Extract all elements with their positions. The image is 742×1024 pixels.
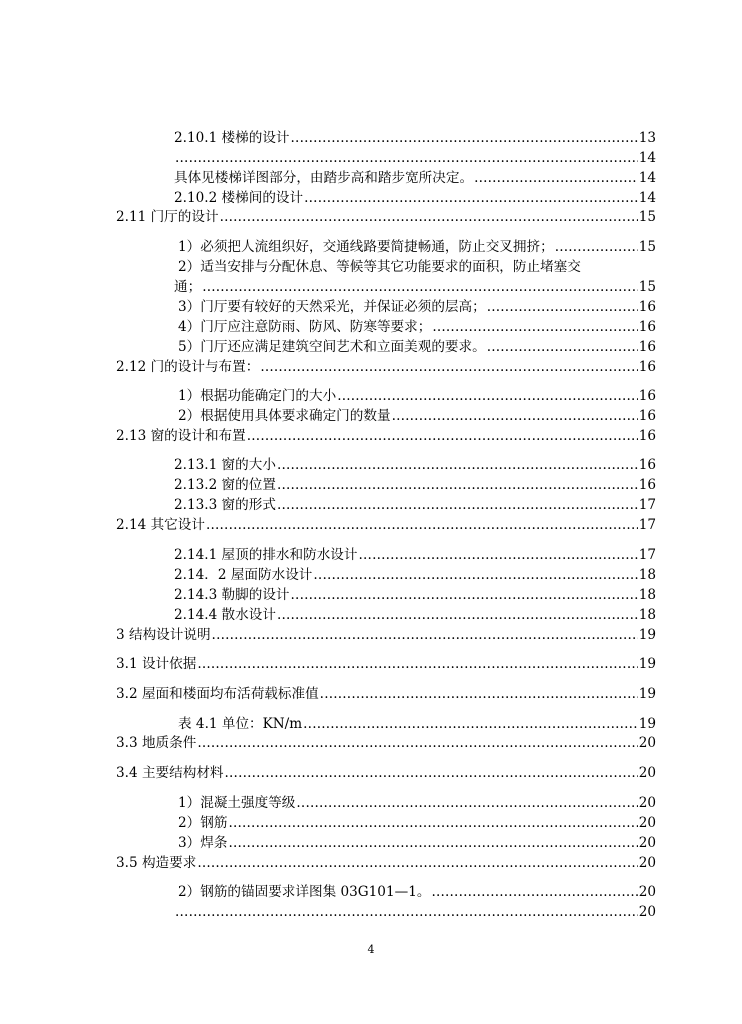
- toc-entry-page: 16: [638, 299, 656, 315]
- toc-leader-dots: [392, 407, 638, 425]
- toc-leader-dots: [277, 496, 638, 514]
- toc-entry-page: 16: [638, 457, 656, 473]
- toc-entry-page: 16: [638, 408, 656, 424]
- toc-leader-dots: [431, 883, 637, 901]
- toc-leader-dots: [197, 734, 637, 752]
- toc-entry-page: 18: [638, 607, 656, 623]
- toc-entry-page: 20: [638, 765, 656, 781]
- toc-entry-page: 20: [638, 815, 656, 831]
- toc-entry-label: 3.1 设计依据: [116, 656, 197, 672]
- toc-entry[interactable]: [116, 626, 656, 644]
- toc-leader-dots: [197, 655, 637, 673]
- toc-leader-dots: [291, 586, 638, 604]
- toc-entry-label: 5）门厅还应满足建筑空间艺术和立面美观的要求。: [178, 339, 486, 355]
- toc-entry[interactable]: [174, 903, 656, 921]
- toc-entry-page: 16: [638, 319, 656, 335]
- toc-entry[interactable]: [116, 358, 656, 376]
- toc-entry[interactable]: [178, 814, 656, 832]
- toc-entry-label: 2.14.1 屋顶的排水和防水设计: [174, 547, 358, 563]
- toc-entry-label: 2.10.2 楼梯间的设计: [174, 190, 304, 206]
- toc-entry[interactable]: [174, 546, 656, 564]
- toc-leader-dots: [303, 715, 638, 733]
- toc-entry-page: 20: [638, 735, 656, 751]
- toc-entry-page: 15: [638, 239, 656, 255]
- toc-entry-label: 2.13 窗的设计和布置: [116, 428, 246, 444]
- toc-entry-label: 1）根据功能确定门的大小: [178, 388, 337, 404]
- toc-entry-page: 20: [638, 855, 656, 871]
- toc-leader-dots: [359, 546, 638, 564]
- toc-entry-page: 14: [638, 150, 656, 166]
- toc-entry-label: 2）钢筋的锚固要求详图集 03G101—1。: [178, 884, 431, 900]
- toc-entry-page: 20: [638, 795, 656, 811]
- toc-entry-label: 2）根据使用具体要求确定门的数量: [178, 408, 391, 424]
- toc-entry-label: 3.5 构造要求: [116, 855, 197, 871]
- toc-entry[interactable]: [116, 734, 656, 752]
- toc-leader-dots: [197, 854, 637, 872]
- toc-leader-dots: [206, 516, 638, 534]
- toc-entry-label: 4）门厅应注意防雨、防风、防寒等要求；: [178, 319, 432, 335]
- toc-leader-dots: [212, 626, 638, 644]
- toc-entry[interactable]: [174, 189, 656, 207]
- toc-entry-label: 2.14 其它设计: [116, 517, 205, 533]
- toc-entry[interactable]: [178, 238, 656, 256]
- toc-entry-page: 19: [638, 716, 656, 732]
- toc-leader-dots: [474, 169, 638, 187]
- toc-leader-dots: [277, 476, 638, 494]
- toc-entry[interactable]: [174, 278, 656, 296]
- toc-entry[interactable]: [174, 149, 656, 167]
- toc-entry-page: 17: [638, 517, 656, 533]
- toc-entry[interactable]: [174, 586, 656, 604]
- toc-entry[interactable]: [174, 606, 656, 624]
- toc-leader-dots: [337, 387, 638, 405]
- toc-entry-label: 2.14．2 屋面防水设计: [174, 567, 313, 583]
- toc-entry[interactable]: [174, 129, 656, 147]
- toc-entry[interactable]: [174, 496, 656, 514]
- toc-entry-label: 2.10.1 楼梯的设计: [174, 130, 290, 146]
- toc-entry-label: 3.4 主要结构材料: [116, 765, 224, 781]
- toc-entry[interactable]: [178, 834, 656, 852]
- toc-entry-page: 17: [638, 547, 656, 563]
- toc-entry-label: 3）门厅要有较好的天然采光，并保证必须的层高；: [178, 299, 486, 315]
- toc-entry-label: 2.12 门的设计与布置：: [116, 359, 260, 375]
- toc-leader-dots: [291, 129, 638, 147]
- toc-entry-page: 19: [638, 627, 656, 643]
- toc-entry[interactable]: [178, 715, 656, 733]
- toc-entry-page: 16: [638, 359, 656, 375]
- toc-leader-dots: [487, 338, 638, 356]
- toc-leader-dots: [175, 149, 638, 167]
- toc-entry-page: 20: [638, 904, 656, 920]
- toc-entry-page: 15: [638, 279, 656, 295]
- toc-entry-label: 2.13.2 窗的位置: [174, 477, 276, 493]
- toc-leader-dots: [304, 189, 638, 207]
- toc-entry-page: 13: [638, 130, 656, 146]
- toc-entry[interactable]: [116, 764, 656, 782]
- toc-entry-page: 20: [638, 884, 656, 900]
- page-number: 4: [367, 943, 375, 956]
- toc-leader-dots: [225, 764, 638, 782]
- toc-entry-page: 16: [638, 477, 656, 493]
- toc-entry[interactable]: [178, 298, 656, 316]
- toc-entry-label: 2.13.1 窗的大小: [174, 457, 276, 473]
- toc-entry[interactable]: [178, 387, 656, 405]
- toc-entry[interactable]: [116, 685, 656, 703]
- toc-leader-dots: [247, 427, 638, 445]
- toc-entry-label: 3.3 地质条件: [116, 735, 197, 751]
- toc-entry-page: 18: [638, 587, 656, 603]
- toc-entry-label: 通；: [174, 279, 202, 295]
- toc-entry[interactable]: [116, 208, 656, 226]
- toc-entry-page: 14: [638, 170, 656, 186]
- toc-entry-label: 1）混凝土强度等级: [178, 795, 296, 811]
- toc-entry[interactable]: [116, 655, 656, 673]
- toc-leader-dots: [228, 834, 637, 852]
- toc-leader-dots: [555, 238, 638, 256]
- toc-entry-label: 3 结构设计说明: [116, 627, 211, 643]
- toc-leader-dots: [175, 903, 638, 921]
- toc-entry-label: 具体见楼梯详图部分，由踏步高和踏步宽所决定。: [174, 170, 474, 186]
- toc-entry[interactable]: [174, 476, 656, 494]
- toc-entry-label: 3）焊条: [178, 835, 228, 851]
- toc-entry-page: 15: [638, 209, 656, 225]
- toc-entry[interactable]: [116, 427, 656, 445]
- toc-entry[interactable]: [178, 338, 656, 356]
- toc-leader-dots: [277, 456, 638, 474]
- toc-entry-label: 2）钢筋: [178, 815, 228, 831]
- toc-leader-dots: [313, 566, 637, 584]
- toc-entry-label: 2.14.3 勒脚的设计: [174, 587, 290, 603]
- toc-leader-dots: [277, 606, 638, 624]
- toc-entry[interactable]: [178, 407, 656, 425]
- toc-entry[interactable]: [116, 854, 656, 872]
- toc-entry-label: 2.14.4 散水设计: [174, 607, 276, 623]
- toc-entry[interactable]: [174, 456, 656, 474]
- toc-entry[interactable]: [116, 516, 656, 534]
- toc-entry[interactable]: [174, 169, 656, 187]
- toc-entry-page: 16: [638, 388, 656, 404]
- toc-entry-page: 16: [638, 428, 656, 444]
- toc-entry-page: 19: [638, 656, 656, 672]
- toc-entry[interactable]: [178, 883, 656, 901]
- toc-leader-dots: [202, 278, 638, 296]
- toc-entry-label: 2.13.3 窗的形式: [174, 497, 276, 513]
- toc-entry-label: 2.11 门厅的设计: [116, 209, 219, 225]
- toc-leader-dots: [260, 358, 637, 376]
- toc-entry-page: 19: [638, 686, 656, 702]
- toc-leader-dots: [296, 794, 637, 812]
- toc-entry[interactable]: [178, 794, 656, 812]
- toc-entry[interactable]: [178, 258, 656, 276]
- toc-entry-label: 3.2 屋面和楼面均布活荷载标准值: [116, 686, 319, 702]
- toc-leader-dots: [487, 298, 638, 316]
- toc-entry-page: 17: [638, 497, 656, 513]
- toc-leader-dots: [220, 208, 638, 226]
- toc-entry-label: 2）适当安排与分配休息、等候等其它功能要求的面积，防止堵塞交: [178, 259, 581, 275]
- toc-leader-dots: [432, 318, 637, 336]
- toc-entry-page: 20: [638, 835, 656, 851]
- toc-entry[interactable]: [174, 566, 656, 584]
- toc-entry-page: 18: [638, 567, 656, 583]
- toc-entry[interactable]: [178, 318, 656, 336]
- toc-entry-label: 1）必须把人流组织好，交通线路要简捷畅通，防止交叉拥挤；: [178, 239, 554, 255]
- toc-entry-label: 表 4.1 单位：KN/m: [178, 716, 303, 732]
- toc-entry-page: 14: [638, 190, 656, 206]
- toc-leader-dots: [228, 814, 637, 832]
- toc-leader-dots: [320, 685, 638, 703]
- toc-entry-page: 16: [638, 339, 656, 355]
